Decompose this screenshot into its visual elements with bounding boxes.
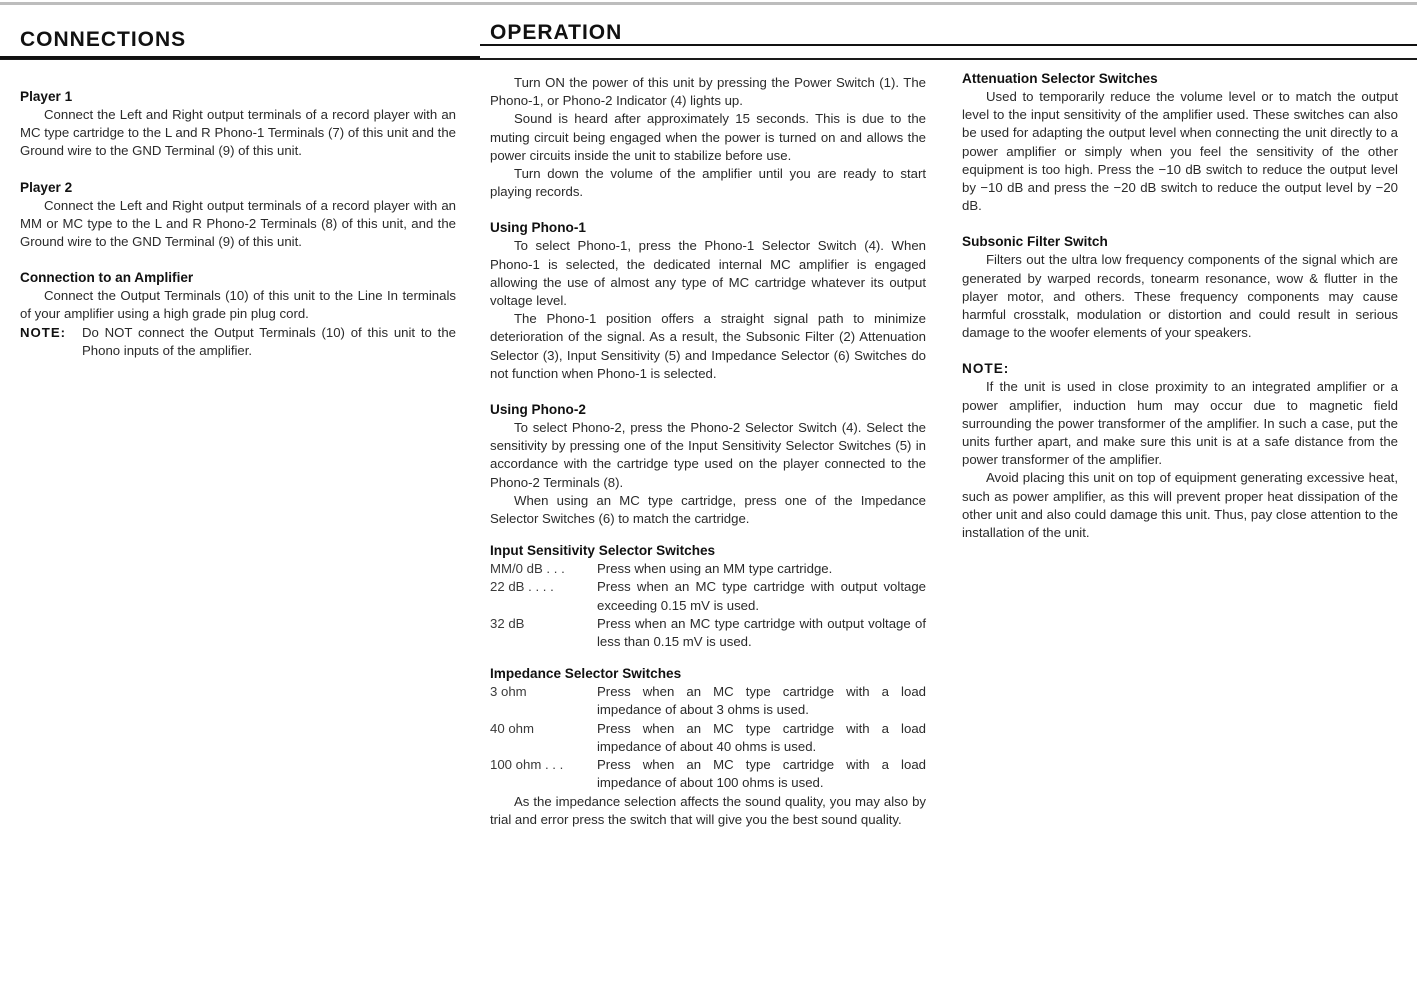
impedance-term: 100 ohm . . . [490, 757, 564, 773]
attenuation-text: Used to temporarily reduce the volume level or to match the output level to the input sensitivity of the amplifier used. These switches can also be used for adapting the output level when connecting the unit directly to a power amplifier or simply when you feel the sensitivity of the other equipment is too high. Press the −10 dB switch to reduce the output level by −10 dB and press the −20 dB switch to reduce the output level by −20 dB. [962, 89, 1398, 214]
operation-heading-rule [480, 44, 1417, 46]
amplifier-note-label: NOTE: [20, 324, 67, 340]
amplifier-text: Connect the Output Terminals (10) of this unit to the Line In terminals of your amplifier using a high grade pin plug cord. [20, 288, 456, 322]
intro-paragraph-2: Sound is heard after approximately 15 seconds. This is due to the muting circuit being engaged when the power is turned on and allows the power circuits inside the unit to stabilize before use. [490, 111, 926, 163]
player2-text: Connect the Left and Right output terminals of a record player with an MM or MC type to the L and R Phono-2 Terminals (8) of this unit, and the Ground wire to the GND Terminal (9) of this unit. [20, 197, 456, 250]
amplifier-note [20, 324, 456, 360]
list-item [490, 615, 926, 651]
sensitivity-desc: Press when an MC type cartridge with output voltage of less than 0.15 mV is used. [597, 615, 926, 650]
player2-heading: Player 2 [20, 179, 73, 195]
impedance-term: 40 ohm [490, 720, 534, 736]
impedance-footer: As the impedance selection affects the sound quality, you may also by trial and error press the switch that will give you the best sound quality. [490, 793, 926, 827]
note-heading: NOTE: [962, 361, 1010, 377]
note-paragraph-1: If the unit is used in close proximity to an integrated amplifier or a power amplifier, induction hum may occur due to magnetic field surrounding the power transformer of the amplifier. In such a case, put the units further apart, and make sure this unit is at a safe distance from the power transformer of the amplifier. [962, 379, 1398, 468]
player1-text: Connect the Left and Right output terminals of a record player with an MC type cartridge to the L and R Phono-1 Terminals (7) of this unit and the Ground wire to the GND Terminal (9) of this unit. [20, 107, 456, 159]
amplifier-heading: Connection to an Amplifier [20, 270, 194, 286]
list-item [490, 683, 926, 719]
sensitivity-term: 22 dB . . . . [490, 579, 554, 595]
operation-column [490, 74, 926, 829]
sensitivity-desc: Press when using an MM type cartridge. [597, 561, 833, 577]
note-paragraph-2: Avoid placing this unit on top of equipment generating excessive heat, such as power amplifier, as this will prevent proper heat dissipation of the other unit and also could damage this unit. Thus, pay close attention to the installation of the unit. [962, 470, 1398, 541]
phono1-paragraph-2: The Phono-1 position offers a straight signal path to minimize deterioration of the signal. As a result, the Subsonic Filter (2) Attenuation Selector (3), Input Sensitivity (5) and Impedance Selector (6) Switches do not function when Phono-1 is selected. [490, 311, 926, 381]
attenuation-heading: Attenuation Selector Switches [962, 71, 1158, 86]
amplifier-note-text: Do NOT connect the Output Terminals (10) of this unit to the Phono inputs of the amplifier. [82, 324, 456, 358]
intro-paragraph-3: Turn down the volume of the amplifier until you are ready to start playing records. [490, 166, 926, 200]
list-item [490, 720, 926, 756]
list-item [490, 560, 926, 578]
phono1-paragraph-1: To select Phono-1, press the Phono-1 Selector Switch (4). When Phono-1 is selected, the dedicated internal MC amplifier is engaged allowing the use of almost any type of MC cartridge whatever its output voltage level. [490, 238, 926, 309]
sensitivity-term: MM/0 dB . . . [490, 561, 565, 577]
impedance-desc: Press when an MC type cartridge with a load impedance of about 3 ohms is used. [597, 684, 926, 718]
impedance-desc: Press when an MC type cartridge with a load impedance of about 100 ohms is used. [597, 757, 926, 791]
list-item [490, 578, 926, 614]
sensitivity-term: 32 dB [490, 615, 525, 631]
top-border-line [0, 2, 1417, 5]
phono2-paragraph-2: When using an MC type cartridge, press one of the Impedance Selector Switches (6) to match the cartridge. [490, 492, 926, 527]
impedance-list [490, 683, 926, 792]
subsonic-text: Filters out the ultra low frequency components of the signal which are generated by warped records, tonearm resonance, wow & flutter in the player motor, and others. These frequency components may cause harmful crosstalk, modulation or distortion and could result in serious damage to the woofer elements of your speakers. [962, 252, 1398, 341]
connections-column [20, 88, 456, 360]
sensitivity-desc: Press when an MC type cartridge with output voltage exceeding 0.15 mV is used. [597, 579, 926, 613]
list-item [490, 756, 926, 792]
impedance-desc: Press when an MC type cartridge with a load impedance of about 40 ohms is used. [597, 720, 926, 754]
phono2-paragraph-1: To select Phono-2, press the Phono-2 Selector Switch (4). Select the sensitivity by pressing one of the Input Sensitivity Selector Switches (5) in accordance with the cartridge type used on the player connected to the Phono-2 Terminals (8). [490, 420, 926, 490]
impedance-heading: Impedance Selector Switches [490, 666, 682, 682]
connections-heading: CONNECTIONS [20, 28, 187, 51]
phono2-heading: Using Phono-2 [490, 402, 586, 418]
player1-heading: Player 1 [20, 89, 73, 104]
phono1-heading: Using Phono-1 [490, 220, 586, 236]
input-sensitivity-heading: Input Sensitivity Selector Switches [490, 543, 716, 559]
intro-paragraph-1: Turn ON the power of this unit by pressing the Power Switch (1). The Phono-1, or Phono-2 Indicator (4) lights up. [490, 75, 926, 109]
connections-heading-rule [0, 56, 480, 59]
input-sensitivity-list [490, 560, 926, 651]
impedance-term: 3 ohm [490, 684, 527, 700]
operation-column-continued [962, 70, 1398, 542]
subsonic-heading: Subsonic Filter Switch [962, 234, 1108, 250]
operation-heading: OPERATION [490, 21, 623, 44]
